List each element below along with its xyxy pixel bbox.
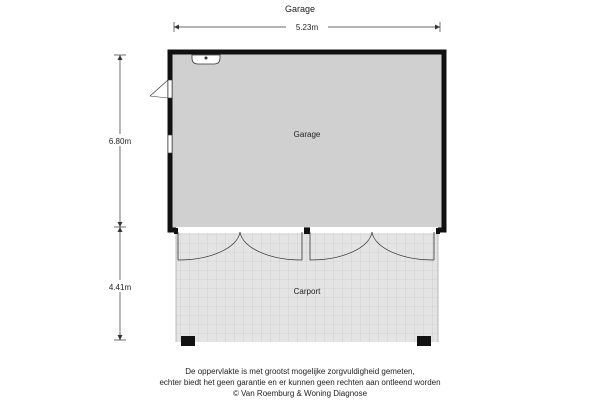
sink [192,55,220,64]
carport-post-left [181,336,195,346]
footer-line-1: De oppervlakte is met grootst mogelijke zorgvuldigheid gemeten, [185,367,415,376]
room-label-carport: Carport [293,287,321,296]
carport-post-right [417,336,431,346]
plan-title: Garage [284,4,316,14]
footer-line-2: echter biedt het geen garantie en er kunnen geen rechten aan ontleend worden [159,378,441,387]
width-label: 5.23m [295,23,319,32]
height-dimension [102,55,138,340]
garage-floor [170,52,444,230]
footer-copyright: © Van Roemburg & Woning Diagnose [232,389,368,398]
footer-disclaimer [0,366,600,399]
room-label-garage: Garage [293,130,321,139]
carport-floor [176,228,438,342]
width-dimension [174,20,440,32]
carport-height-label: 4.41m [108,283,132,292]
garage-height-label: 6.80m [108,137,132,146]
